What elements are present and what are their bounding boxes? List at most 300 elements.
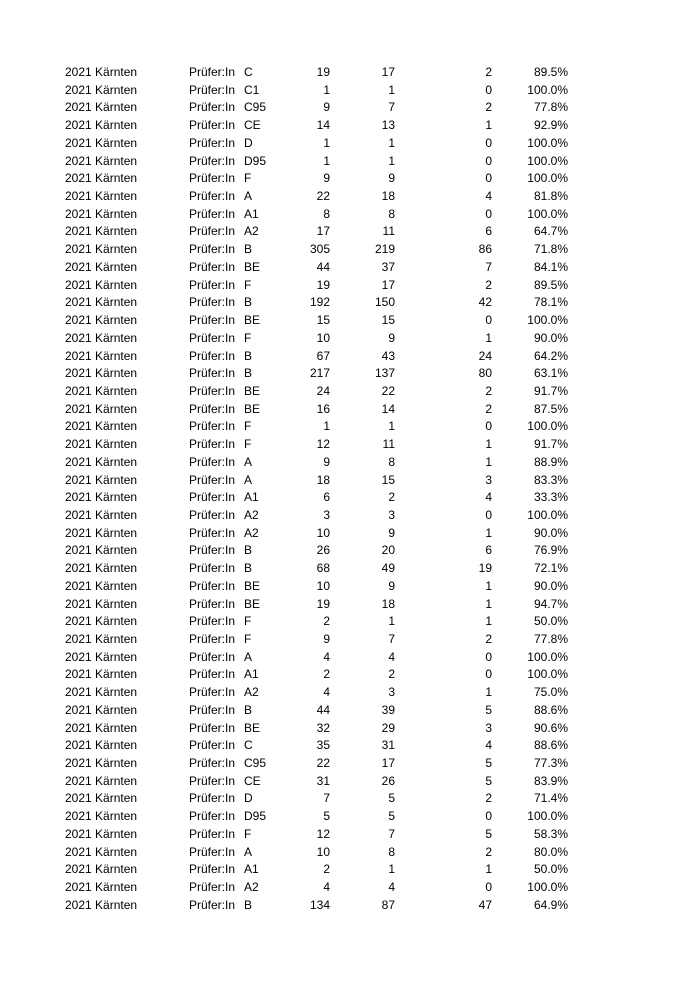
failed-count-cell: 0 [485,880,492,895]
total-count-cell: 15 [316,313,330,328]
failed-count-cell: 5 [485,702,492,717]
year-region-cell: 2021 Kärnten [65,118,138,133]
license-class-cell: BE [244,313,261,328]
passed-count-cell: 8 [388,844,395,859]
pass-rate-cell: 90.0% [533,578,568,593]
passed-count-cell: 37 [381,259,395,274]
passed-count-cell: 15 [381,313,395,328]
total-count-cell: 22 [316,189,330,204]
pass-rate-cell: 50.0% [533,862,568,877]
license-class-cell: A1 [244,862,259,877]
role-cell: Prüfer:In [189,561,236,576]
passed-count-cell: 13 [381,118,395,133]
role-cell: Prüfer:In [189,543,236,558]
pass-rate-cell: 100.0% [527,649,568,664]
license-class-cell: BE [244,720,261,735]
role-cell: Prüfer:In [189,153,236,168]
role-cell: Prüfer:In [189,401,236,416]
license-class-cell: F [244,437,252,452]
failed-count-cell: 0 [485,419,492,434]
license-class-cell: A1 [244,667,259,682]
license-class-cell: C95 [244,100,267,115]
passed-count-cell: 1 [388,135,395,150]
year-region-cell: 2021 Kärnten [65,366,138,381]
total-count-cell: 4 [323,649,330,664]
failed-count-cell: 0 [485,667,492,682]
pass-rate-cell: 90.0% [533,330,568,345]
failed-count-cell: 0 [485,649,492,664]
year-region-cell: 2021 Kärnten [65,348,138,363]
failed-count-cell: 3 [485,472,492,487]
table-row [0,542,700,560]
failed-count-cell: 1 [485,614,492,629]
table-row [0,223,700,241]
passed-count-cell: 1 [388,614,395,629]
role-cell: Prüfer:In [189,472,236,487]
total-count-cell: 17 [316,224,330,239]
table-row [0,117,700,135]
year-region-cell: 2021 Kärnten [65,437,138,452]
license-class-cell: F [244,277,252,292]
pass-rate-cell: 100.0% [527,135,568,150]
passed-count-cell: 4 [388,649,395,664]
table-row [0,64,700,82]
total-count-cell: 192 [309,295,330,310]
passed-count-cell: 7 [388,100,395,115]
pass-rate-cell: 88.9% [533,454,568,469]
role-cell: Prüfer:In [189,313,236,328]
passed-count-cell: 22 [381,383,395,398]
role-cell: Prüfer:In [189,454,236,469]
role-cell: Prüfer:In [189,826,236,841]
table-row [0,844,700,862]
table-row [0,294,700,312]
failed-count-cell: 2 [485,100,492,115]
table-row [0,702,700,720]
year-region-cell: 2021 Kärnten [65,809,138,824]
pass-rate-cell: 77.3% [533,756,568,771]
role-cell: Prüfer:In [189,277,236,292]
pass-rate-cell: 58.3% [533,826,568,841]
total-count-cell: 9 [323,454,330,469]
failed-count-cell: 2 [485,277,492,292]
role-cell: Prüfer:In [189,897,236,912]
failed-count-cell: 24 [478,348,492,363]
failed-count-cell: 5 [485,826,492,841]
license-class-cell: BE [244,401,261,416]
role-cell: Prüfer:In [189,366,236,381]
role-cell: Prüfer:In [189,82,236,97]
role-cell: Prüfer:In [189,65,236,79]
table-row [0,684,700,702]
pass-rate-cell: 72.1% [533,561,568,576]
license-class-cell: B [244,543,253,558]
year-region-cell: 2021 Kärnten [65,685,138,700]
passed-count-cell: 87 [381,897,395,912]
total-count-cell: 10 [316,578,330,593]
table-row [0,99,700,117]
role-cell: Prüfer:In [189,135,236,150]
failed-count-cell: 5 [485,756,492,771]
total-count-cell: 1 [323,82,330,97]
total-count-cell: 22 [316,756,330,771]
total-count-cell: 1 [323,419,330,434]
passed-count-cell: 17 [381,756,395,771]
total-count-cell: 44 [316,702,330,717]
total-count-cell: 6 [323,490,330,505]
passed-count-cell: 11 [382,437,395,452]
failed-count-cell: 86 [478,242,492,257]
license-class-cell: BE [244,383,261,398]
license-class-cell: CE [244,773,261,788]
pass-rate-cell: 50.0% [533,614,568,629]
total-count-cell: 3 [323,507,330,522]
role-cell: Prüfer:In [189,419,236,434]
pass-rate-cell: 63.1% [533,366,568,381]
table-row [0,666,700,684]
table-row [0,790,700,808]
failed-count-cell: 0 [485,171,492,186]
table-row [0,631,700,649]
passed-count-cell: 1 [388,862,395,877]
year-region-cell: 2021 Kärnten [65,401,138,416]
failed-count-cell: 4 [485,738,492,753]
total-count-cell: 19 [316,277,330,292]
total-count-cell: 2 [323,667,330,682]
failed-count-cell: 2 [485,401,492,416]
license-class-cell: B [244,897,253,912]
failed-count-cell: 19 [478,561,492,576]
table-row [0,525,700,543]
license-class-cell: A [244,472,253,487]
passed-count-cell: 7 [388,826,395,841]
role-cell: Prüfer:In [189,224,236,239]
total-count-cell: 10 [316,844,330,859]
license-class-cell: D [244,135,253,150]
table-row [0,720,700,738]
total-count-cell: 19 [316,65,330,79]
pass-rate-cell: 77.8% [533,100,568,115]
pass-rate-cell: 100.0% [527,809,568,824]
pass-rate-cell: 100.0% [527,171,568,186]
year-region-cell: 2021 Kärnten [65,667,138,682]
year-region-cell: 2021 Kärnten [65,702,138,717]
year-region-cell: 2021 Kärnten [65,490,138,505]
year-region-cell: 2021 Kärnten [65,419,138,434]
role-cell: Prüfer:In [189,773,236,788]
role-cell: Prüfer:In [189,295,236,310]
license-class-cell: A2 [244,880,259,895]
total-count-cell: 24 [316,383,330,398]
license-class-cell: D95 [244,153,267,168]
total-count-cell: 16 [316,401,330,416]
license-class-cell: B [244,242,253,257]
year-region-cell: 2021 Kärnten [65,507,138,522]
year-region-cell: 2021 Kärnten [65,330,138,345]
total-count-cell: 12 [316,826,330,841]
role-cell: Prüfer:In [189,738,236,753]
total-count-cell: 44 [316,259,330,274]
passed-count-cell: 17 [381,65,395,79]
failed-count-cell: 4 [485,189,492,204]
year-region-cell: 2021 Kärnten [65,738,138,753]
role-cell: Prüfer:In [189,614,236,629]
failed-count-cell: 6 [485,224,492,239]
year-region-cell: 2021 Kärnten [65,259,138,274]
role-cell: Prüfer:In [189,702,236,717]
license-class-cell: C [244,65,253,79]
table-row [0,755,700,773]
table-row [0,135,700,153]
role-cell: Prüfer:In [189,171,236,186]
table-row [0,560,700,578]
total-count-cell: 68 [316,561,330,576]
failed-count-cell: 4 [485,490,492,505]
role-cell: Prüfer:In [189,330,236,345]
pass-rate-cell: 89.5% [533,65,568,79]
pass-rate-cell: 100.0% [527,206,568,221]
license-class-cell: A2 [244,507,259,522]
failed-count-cell: 2 [485,383,492,398]
table-row [0,259,700,277]
license-class-cell: A [244,649,253,664]
total-count-cell: 9 [323,171,330,186]
license-class-cell: A2 [244,685,259,700]
passed-count-cell: 9 [388,171,395,186]
pass-rate-cell: 77.8% [533,632,568,646]
year-region-cell: 2021 Kärnten [65,614,138,629]
passed-count-cell: 15 [381,472,395,487]
year-region-cell: 2021 Kärnten [65,525,138,540]
license-class-cell: F [244,632,252,646]
pass-rate-cell: 88.6% [533,702,568,717]
total-count-cell: 35 [316,738,330,753]
total-count-cell: 7 [323,791,330,806]
pass-rate-cell: 89.5% [533,277,568,292]
license-class-cell: F [244,826,252,841]
failed-count-cell: 0 [485,507,492,522]
year-region-cell: 2021 Kärnten [65,756,138,771]
table-row [0,82,700,100]
role-cell: Prüfer:In [189,525,236,540]
role-cell: Prüfer:In [189,685,236,700]
failed-count-cell: 0 [485,82,492,97]
pass-rate-cell: 100.0% [527,313,568,328]
license-class-cell: A1 [244,490,259,505]
table-row [0,206,700,224]
license-class-cell: A2 [244,224,259,239]
role-cell: Prüfer:In [189,791,236,806]
failed-count-cell: 0 [485,135,492,150]
passed-count-cell: 9 [388,525,395,540]
passed-count-cell: 1 [388,419,395,434]
year-region-cell: 2021 Kärnten [65,649,138,664]
failed-count-cell: 7 [485,259,492,274]
pass-rate-cell: 81.8% [533,189,568,204]
passed-count-cell: 150 [374,295,395,310]
year-region-cell: 2021 Kärnten [65,897,138,912]
table-row [0,436,700,454]
pass-rate-cell: 90.0% [533,525,568,540]
pass-rate-cell: 76.9% [533,543,568,558]
passed-count-cell: 3 [388,507,395,522]
year-region-cell: 2021 Kärnten [65,383,138,398]
table-row [0,454,700,472]
pass-rate-cell: 88.6% [533,738,568,753]
role-cell: Prüfer:In [189,862,236,877]
failed-count-cell: 2 [485,632,492,646]
table-row [0,879,700,897]
pass-rate-cell: 100.0% [527,419,568,434]
year-region-cell: 2021 Kärnten [65,791,138,806]
passed-count-cell: 2 [388,667,395,682]
passed-count-cell: 219 [374,242,395,257]
role-cell: Prüfer:In [189,242,236,257]
year-region-cell: 2021 Kärnten [65,720,138,735]
passed-count-cell: 5 [388,809,395,824]
total-count-cell: 2 [323,862,330,877]
role-cell: Prüfer:In [189,490,236,505]
year-region-cell: 2021 Kärnten [65,206,138,221]
failed-count-cell: 1 [485,454,492,469]
passed-count-cell: 14 [381,401,395,416]
table-row [0,472,700,490]
passed-count-cell: 39 [381,702,395,717]
license-class-cell: A [244,844,253,859]
license-class-cell: A [244,189,253,204]
pass-rate-cell: 92.9% [533,118,568,133]
pass-rate-cell: 80.0% [533,844,568,859]
year-region-cell: 2021 Kärnten [65,826,138,841]
total-count-cell: 9 [323,100,330,115]
table-row [0,153,700,171]
year-region-cell: 2021 Kärnten [65,578,138,593]
failed-count-cell: 2 [485,791,492,806]
role-cell: Prüfer:In [189,596,236,611]
license-class-cell: F [244,419,252,434]
pass-rate-cell: 100.0% [527,153,568,168]
total-count-cell: 10 [316,330,330,345]
pass-rate-cell: 71.4% [533,791,568,806]
total-count-cell: 134 [309,897,330,912]
table-row [0,649,700,667]
pass-rate-cell: 94.7% [533,596,568,611]
failed-count-cell: 3 [485,720,492,735]
passed-count-cell: 2 [388,490,395,505]
passed-count-cell: 1 [388,82,395,97]
total-count-cell: 12 [316,437,330,452]
role-cell: Prüfer:In [189,118,236,133]
year-region-cell: 2021 Kärnten [65,880,138,895]
passed-count-cell: 3 [388,685,395,700]
year-region-cell: 2021 Kärnten [65,189,138,204]
year-region-cell: 2021 Kärnten [65,82,138,97]
role-cell: Prüfer:In [189,348,236,363]
table-row [0,188,700,206]
total-count-cell: 1 [323,135,330,150]
failed-count-cell: 1 [485,437,492,452]
year-region-cell: 2021 Kärnten [65,844,138,859]
table-row [0,489,700,507]
year-region-cell: 2021 Kärnten [65,65,138,79]
failed-count-cell: 5 [485,773,492,788]
license-class-cell: B [244,366,253,381]
passed-count-cell: 43 [381,348,395,363]
license-class-cell: BE [244,596,261,611]
pass-rate-cell: 91.7% [533,437,568,452]
role-cell: Prüfer:In [189,507,236,522]
table-row [0,241,700,259]
passed-count-cell: 18 [381,189,395,204]
license-class-cell: F [244,330,252,345]
year-region-cell: 2021 Kärnten [65,454,138,469]
role-cell: Prüfer:In [189,437,236,452]
role-cell: Prüfer:In [189,100,236,115]
pass-rate-cell: 100.0% [527,507,568,522]
year-region-cell: 2021 Kärnten [65,632,138,646]
passed-count-cell: 5 [388,791,395,806]
passed-count-cell: 11 [382,224,395,239]
failed-count-cell: 47 [478,897,492,912]
total-count-cell: 305 [309,242,330,257]
year-region-cell: 2021 Kärnten [65,277,138,292]
year-region-cell: 2021 Kärnten [65,135,138,150]
table-row [0,383,700,401]
table-row [0,596,700,614]
license-class-cell: C95 [244,756,267,771]
total-count-cell: 8 [323,206,330,221]
pass-rate-cell: 91.7% [533,383,568,398]
failed-count-cell: 6 [485,543,492,558]
pass-rate-cell: 90.6% [533,720,568,735]
table-row [0,401,700,419]
pass-rate-cell: 83.9% [533,773,568,788]
year-region-cell: 2021 Kärnten [65,100,138,115]
data-table [0,64,700,915]
table-row [0,773,700,791]
license-class-cell: B [244,295,253,310]
pass-rate-cell: 64.2% [533,348,568,363]
license-class-cell: CE [244,118,261,133]
total-count-cell: 4 [323,685,330,700]
total-count-cell: 10 [316,525,330,540]
failed-count-cell: 0 [485,153,492,168]
pass-rate-cell: 83.3% [533,472,568,487]
passed-count-cell: 20 [381,543,395,558]
total-count-cell: 217 [309,366,330,381]
table-row [0,578,700,596]
failed-count-cell: 2 [485,65,492,79]
failed-count-cell: 80 [478,366,492,381]
passed-count-cell: 26 [381,773,395,788]
table-row [0,418,700,436]
total-count-cell: 19 [316,596,330,611]
table-row [0,330,700,348]
total-count-cell: 32 [316,720,330,735]
year-region-cell: 2021 Kärnten [65,313,138,328]
passed-count-cell: 8 [388,206,395,221]
role-cell: Prüfer:In [189,880,236,895]
license-class-cell: F [244,614,252,629]
table-row [0,737,700,755]
failed-count-cell: 42 [478,295,492,310]
license-class-cell: B [244,348,253,363]
passed-count-cell: 1 [388,153,395,168]
total-count-cell: 4 [323,880,330,895]
failed-count-cell: 0 [485,313,492,328]
total-count-cell: 5 [323,809,330,824]
total-count-cell: 31 [316,773,330,788]
